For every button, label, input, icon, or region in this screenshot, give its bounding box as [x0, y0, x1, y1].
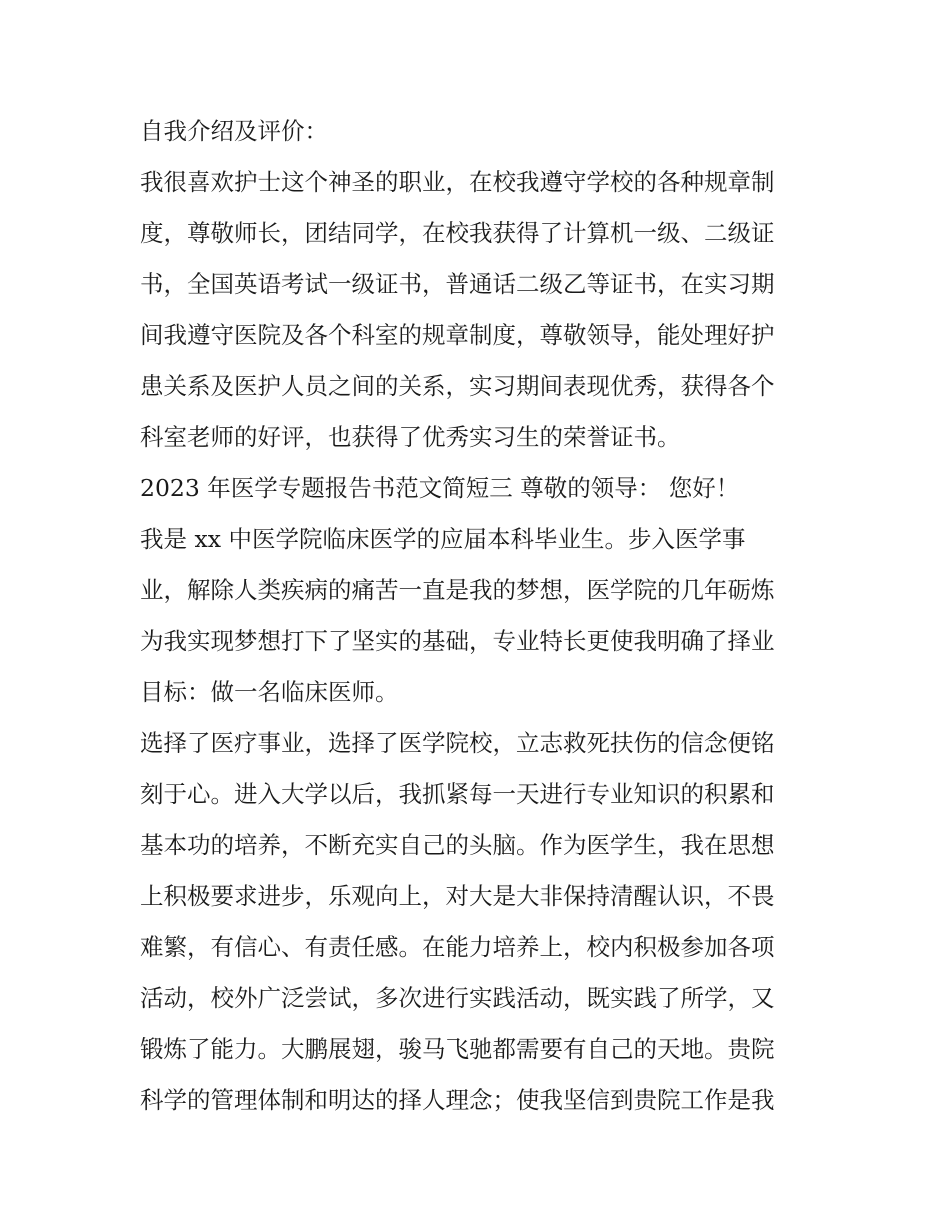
text-line: 为我实现梦想打下了坚实的基础，专业特长更使我明确了择业: [140, 627, 775, 655]
text-line: 我很喜欢护士这个神圣的职业，在校我遵守学校的各种规章制: [140, 168, 775, 196]
text-line: 我是 xx 中医学院临床医学的应届本科毕业生。步入医学事: [140, 525, 746, 553]
text-line: 2023 年医学专题报告书范文简短三 尊敬的领导： 您好！: [140, 474, 740, 502]
text-line: 书，全国英语考试一级证书，普通话二级乙等证书，在实习期: [140, 270, 775, 298]
text-line: 上积极要求进步，乐观向上，对大是大非保持清醒认识，不畏: [140, 882, 775, 910]
text-line: 基本功的培养，不断充实自己的头脑。作为医学生，我在思想: [140, 831, 775, 859]
text-line: 刻于心。进入大学以后，我抓紧每一天进行专业知识的积累和: [140, 780, 775, 808]
text-line: 锻炼了能力。大鹏展翅，骏马飞驰都需要有自己的天地。贵院: [140, 1035, 775, 1063]
text-line: 间我遵守医院及各个科室的规章制度，尊敬领导，能处理好护: [140, 321, 775, 349]
text-line: 目标：做一名临床医师。: [140, 678, 399, 706]
text-line: 选择了医疗事业，选择了医学院校，立志救死扶伤的信念便铭: [140, 729, 775, 757]
text-line: 业，解除人类疾病的痛苦一直是我的梦想，医学院的几年砺炼: [140, 576, 775, 604]
text-line: 科室老师的好评，也获得了优秀实习生的荣誉证书。: [140, 423, 681, 451]
document-body: [140, 106, 820, 1126]
text-line: 患关系及医护人员之间的关系，实习期间表现优秀，获得各个: [140, 372, 775, 400]
text-line: 自我介绍及评价：: [140, 117, 328, 145]
text-line: 活动，校外广泛尝试，多次进行实践活动，既实践了所学，又: [140, 984, 775, 1012]
text-line: 度，尊敬师长，团结同学，在校我获得了计算机一级、二级证: [140, 219, 775, 247]
text-line: 科学的管理体制和明达的择人理念；使我坚信到贵院工作是我: [140, 1086, 775, 1114]
text-line: 难繁，有信心、有责任感。在能力培养上，校内积极参加各项: [140, 933, 775, 961]
